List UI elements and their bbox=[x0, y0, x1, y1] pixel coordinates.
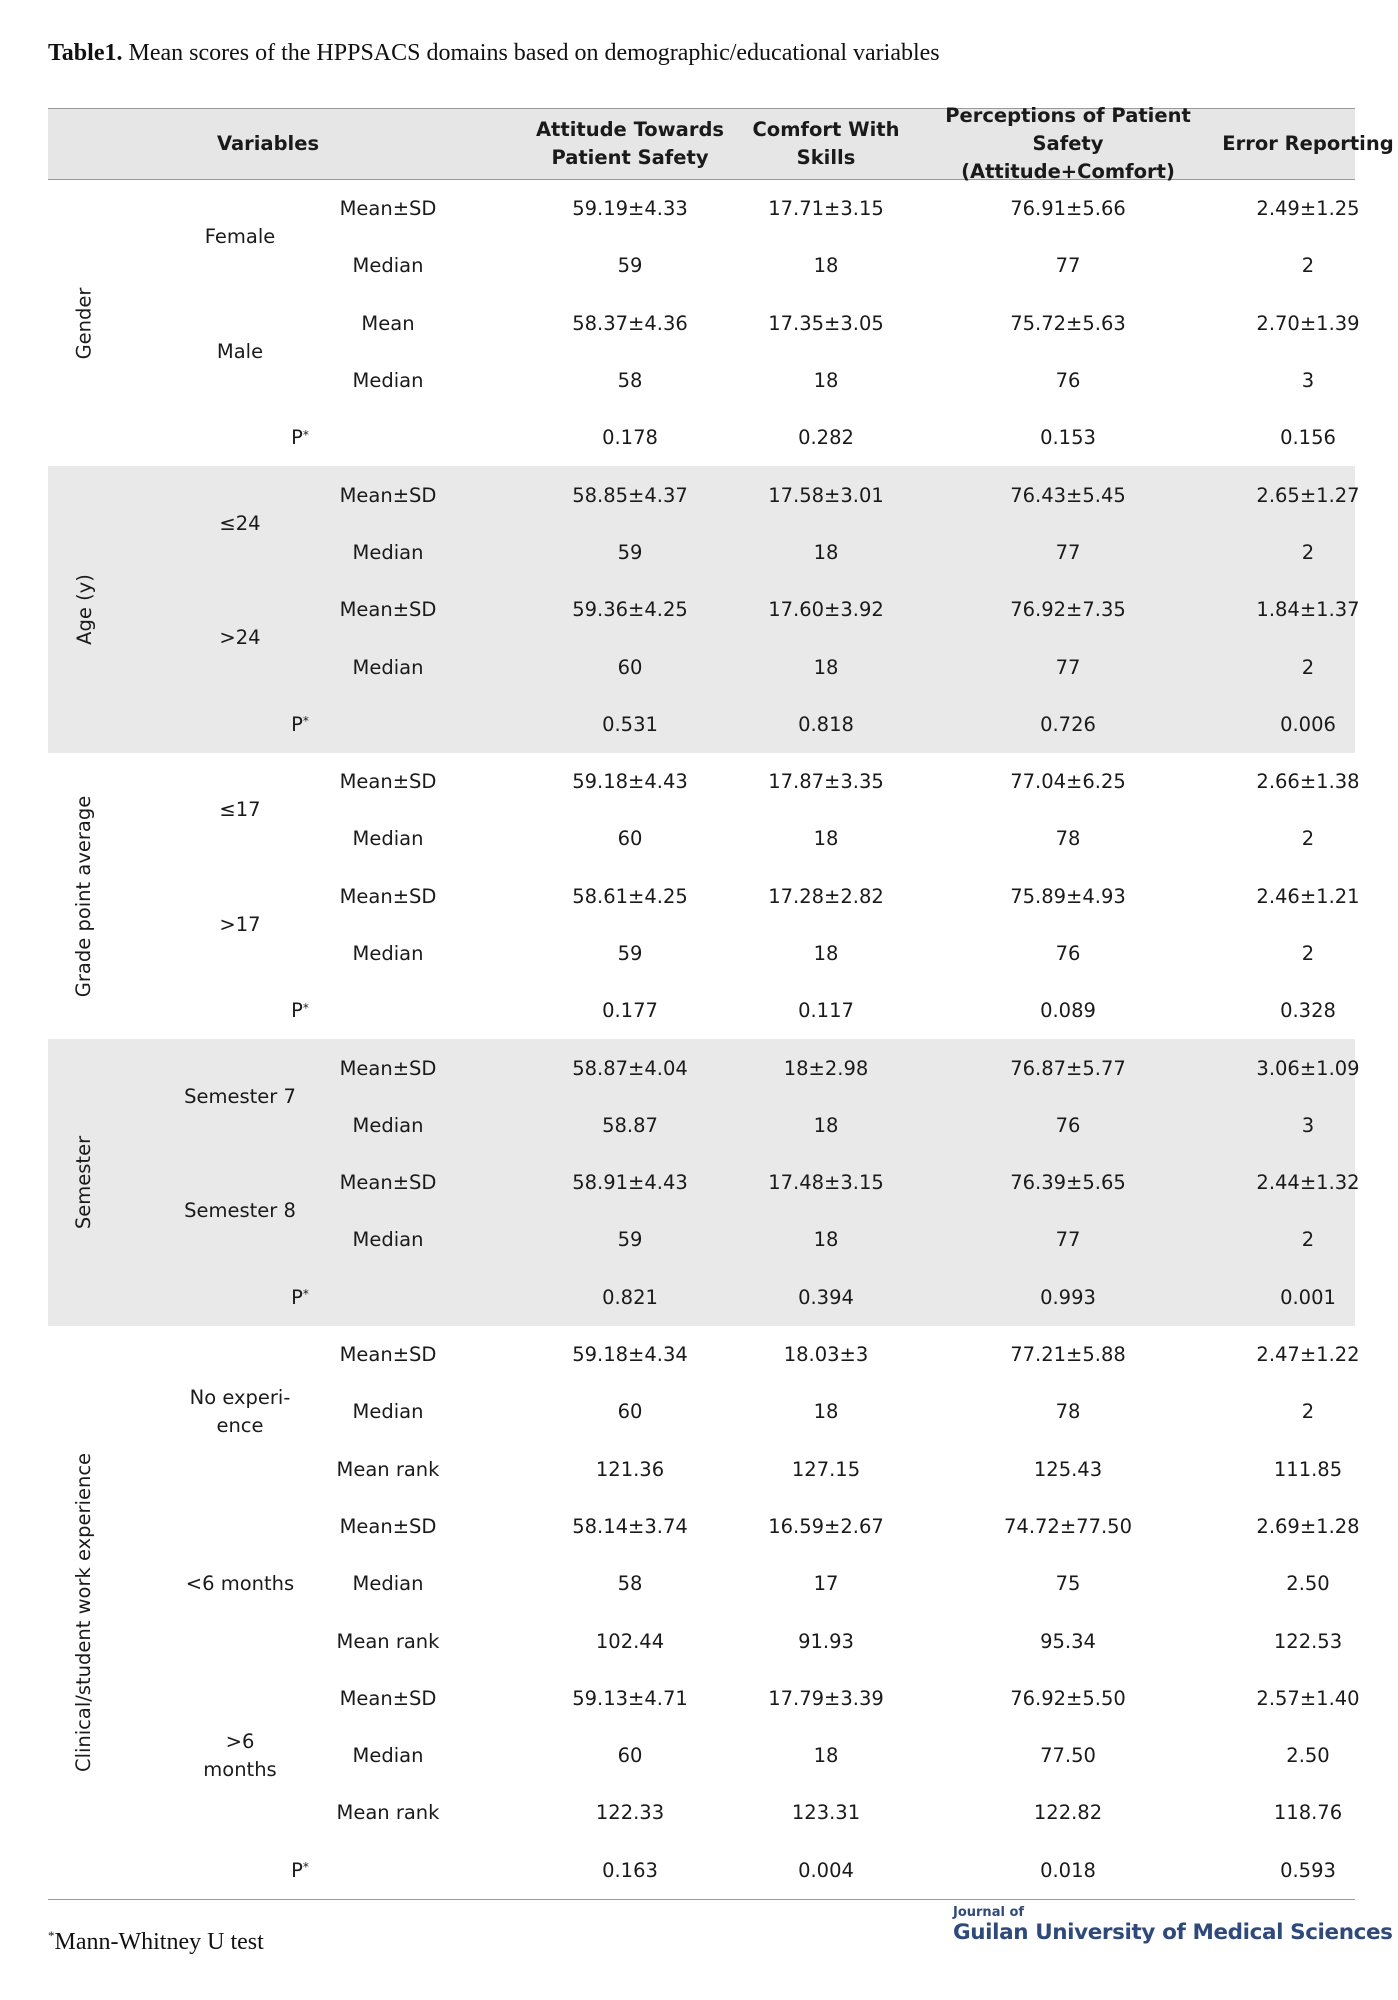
p-value-cell: 0.177 bbox=[602, 999, 658, 1023]
group-label-text: Grade point average bbox=[72, 795, 96, 997]
table-row bbox=[48, 237, 1355, 294]
table-cell: 2.44±1.32 bbox=[1256, 1171, 1360, 1195]
stat-label: Mean bbox=[361, 311, 415, 335]
journal-logo bbox=[953, 1905, 1393, 1946]
stat-label: Median bbox=[352, 1228, 424, 1252]
table-cell: 78 bbox=[1055, 1400, 1081, 1424]
table-cell: 59 bbox=[617, 942, 643, 965]
table-cell: 123.31 bbox=[791, 1801, 861, 1825]
p-value-cell: 0.156 bbox=[1280, 426, 1336, 450]
p-value-cell: 0.163 bbox=[602, 1858, 658, 1882]
table-row bbox=[48, 925, 1355, 982]
table-cell: 60 bbox=[617, 1744, 643, 1768]
stat-label: Median bbox=[352, 655, 424, 679]
table-cell: 74.72±77.50 bbox=[1004, 1514, 1132, 1538]
p-value-cell: 0.821 bbox=[602, 1285, 658, 1309]
table-cell: 2.47±1.22 bbox=[1256, 1343, 1360, 1367]
table-cell: 60 bbox=[617, 1400, 643, 1424]
table-cell: 17.48±3.15 bbox=[768, 1171, 884, 1195]
table-cell: 102.44 bbox=[595, 1629, 665, 1653]
subgroup-label: >17 bbox=[219, 912, 261, 936]
results-table bbox=[48, 104, 1394, 1900]
table-cell: 59 bbox=[617, 1228, 643, 1252]
table-caption bbox=[48, 40, 1348, 67]
subgroup-label: Female bbox=[204, 225, 276, 249]
stat-label: Median bbox=[352, 1400, 424, 1424]
table-cell: 91.93 bbox=[798, 1629, 854, 1653]
table-cell: 77.50 bbox=[1040, 1744, 1096, 1768]
table-cell: 76 bbox=[1055, 942, 1081, 965]
table-cell: 17.58±3.01 bbox=[768, 483, 884, 507]
p-value-cell: 0.726 bbox=[1040, 712, 1096, 736]
table-row bbox=[48, 1784, 1355, 1841]
p-value-row bbox=[48, 982, 1355, 1039]
table-cell: 18±2.98 bbox=[783, 1056, 869, 1080]
table-cell: 75.89±4.93 bbox=[1010, 884, 1126, 908]
table-cell: 59.13±4.71 bbox=[572, 1686, 688, 1710]
table-cell: 2 bbox=[1301, 1400, 1315, 1424]
table-cell: 122.33 bbox=[595, 1801, 665, 1825]
table-cell: 77 bbox=[1055, 655, 1081, 679]
table-bottom-rule bbox=[48, 1899, 1355, 1900]
subgroup-label: Male bbox=[216, 339, 264, 363]
stat-label: Median bbox=[352, 1572, 424, 1596]
table-cell: 2.57±1.40 bbox=[1256, 1686, 1360, 1710]
table-cell: 17.71±3.15 bbox=[768, 197, 884, 221]
table-cell: 76.91±5.66 bbox=[1010, 197, 1126, 221]
stat-label: Mean±SD bbox=[339, 1343, 437, 1367]
p-label bbox=[268, 1842, 332, 1899]
caption-label: Table1. bbox=[48, 40, 123, 66]
stat-label: Mean±SD bbox=[339, 598, 437, 622]
table-row bbox=[48, 868, 1360, 925]
caption-text: Mean scores of the HPPSACS domains based on demographic/educational variables bbox=[122, 40, 940, 66]
table-cell: 95.34 bbox=[1040, 1629, 1096, 1653]
p-label bbox=[268, 1269, 332, 1326]
table-row bbox=[48, 1039, 1360, 1096]
p-mark: * bbox=[302, 1287, 309, 1302]
subgroup-label: ≤17 bbox=[219, 798, 261, 822]
table-cell: 18 bbox=[813, 827, 839, 851]
header-variables: Variables bbox=[216, 132, 320, 155]
journal-logo-line1: Journal of bbox=[953, 1905, 1025, 1920]
table-cell: 118.76 bbox=[1273, 1801, 1343, 1825]
table-cell: 76.43±5.45 bbox=[1010, 483, 1126, 507]
table-cell: 76 bbox=[1055, 369, 1081, 393]
group-label-text: Clinical/student work experience bbox=[72, 1452, 96, 1772]
table-cell: 1.84±1.37 bbox=[1256, 598, 1360, 622]
stat-label: Median bbox=[352, 540, 424, 564]
table-row bbox=[48, 180, 1360, 237]
subgroup-label: >24 bbox=[219, 626, 261, 650]
p-label bbox=[268, 982, 332, 1039]
table-cell: 17 bbox=[813, 1572, 839, 1596]
table-cell: 2.69±1.28 bbox=[1256, 1514, 1360, 1538]
subgroup-label: No experi- ence bbox=[189, 1385, 291, 1437]
p-value-cell: 0.531 bbox=[602, 712, 658, 736]
stat-label: Mean±SD bbox=[339, 884, 437, 908]
table-row bbox=[48, 295, 1360, 352]
table-cell: 18 bbox=[813, 540, 839, 564]
journal-logo-line2: Guilan University of Medical Sciences bbox=[953, 1920, 1393, 1945]
header-attitude: Attitude Towards Patient Safety bbox=[535, 118, 725, 169]
table-cell: 3 bbox=[1301, 1113, 1315, 1137]
table-cell: 17.28±2.82 bbox=[768, 884, 884, 908]
p-value-cell: 0.117 bbox=[798, 999, 854, 1023]
p-value-cell: 0.089 bbox=[1040, 999, 1096, 1023]
table-cell: 2 bbox=[1301, 827, 1315, 851]
stat-label: Mean rank bbox=[336, 1629, 440, 1653]
group-label-text: Gender bbox=[72, 287, 96, 360]
table-cell: 122.82 bbox=[1033, 1801, 1103, 1825]
p-value-cell: 0.006 bbox=[1280, 712, 1336, 736]
p-value-cell: 0.178 bbox=[602, 426, 658, 450]
table-cell: 17.35±3.05 bbox=[768, 311, 884, 335]
table-cell: 18 bbox=[813, 369, 839, 393]
p-symbol: P bbox=[291, 1285, 303, 1309]
table-row bbox=[48, 1555, 1355, 1612]
table-cell: 122.53 bbox=[1273, 1629, 1343, 1653]
table-cell: 58.87 bbox=[602, 1113, 658, 1137]
subgroup-label: <6 months bbox=[185, 1571, 295, 1595]
table-row bbox=[48, 753, 1360, 810]
table-cell: 3.06±1.09 bbox=[1256, 1056, 1360, 1080]
p-value-row bbox=[48, 409, 1355, 466]
p-symbol: P bbox=[291, 426, 303, 450]
variable-group bbox=[48, 466, 1360, 752]
table-cell: 2.70±1.39 bbox=[1256, 311, 1360, 335]
table-header bbox=[48, 104, 1394, 183]
p-value-cell: 0.394 bbox=[798, 1285, 854, 1309]
table-cell: 127.15 bbox=[791, 1457, 861, 1481]
table-cell: 18 bbox=[813, 1400, 839, 1424]
p-label bbox=[268, 409, 332, 466]
table-cell: 59.18±4.43 bbox=[572, 770, 688, 794]
table-cell: 59 bbox=[617, 254, 643, 278]
table-cell: 17.87±3.35 bbox=[768, 770, 884, 794]
p-value-row bbox=[48, 1842, 1355, 1899]
footnote-text: Mann-Whitney U test bbox=[54, 1929, 264, 1955]
p-value-cell: 0.993 bbox=[1040, 1285, 1096, 1309]
group-label-text: Semester bbox=[72, 1136, 96, 1230]
table-cell: 16.59±2.67 bbox=[768, 1514, 884, 1538]
p-value-row bbox=[48, 1269, 1355, 1326]
table-cell: 18 bbox=[813, 1113, 839, 1137]
p-symbol: P bbox=[291, 999, 303, 1023]
stat-label: Median bbox=[352, 1113, 424, 1137]
variable-group bbox=[48, 180, 1360, 466]
table-cell: 76.87±5.77 bbox=[1010, 1056, 1126, 1080]
table-cell: 76.92±5.50 bbox=[1010, 1686, 1126, 1710]
table-cell: 58.61±4.25 bbox=[572, 884, 688, 908]
table-row bbox=[48, 638, 1355, 695]
table-cell: 59 bbox=[617, 540, 643, 564]
stat-label: Median bbox=[352, 942, 424, 965]
p-symbol: P bbox=[291, 712, 303, 736]
table-cell: 18.03±3 bbox=[783, 1343, 869, 1367]
table-cell: 77 bbox=[1055, 1228, 1081, 1252]
table-cell: 17.60±3.92 bbox=[768, 598, 884, 622]
table-row bbox=[48, 1727, 1355, 1784]
table-row bbox=[48, 1097, 1355, 1154]
table-cell: 77 bbox=[1055, 254, 1081, 278]
table-cell: 78 bbox=[1055, 827, 1081, 851]
table-row bbox=[48, 466, 1360, 523]
stat-label: Median bbox=[352, 827, 424, 851]
table-cell: 58.87±4.04 bbox=[572, 1056, 688, 1080]
table-row bbox=[48, 810, 1355, 867]
table-cell: 77.21±5.88 bbox=[1010, 1343, 1126, 1367]
table-cell: 77 bbox=[1055, 540, 1081, 564]
table-cell: 2.46±1.21 bbox=[1256, 884, 1360, 908]
stat-label: Mean rank bbox=[336, 1801, 440, 1825]
table-row bbox=[48, 1383, 1355, 1440]
header-comfort: Comfort With Skills bbox=[752, 118, 900, 169]
table-cell: 58.85±4.37 bbox=[572, 483, 688, 507]
table-cell: 18 bbox=[813, 655, 839, 679]
stat-label: Mean±SD bbox=[339, 770, 437, 794]
variable-group bbox=[48, 1039, 1360, 1325]
p-value-cell: 0.282 bbox=[798, 426, 854, 450]
table-cell: 2 bbox=[1301, 655, 1315, 679]
table-cell: 2.66±1.38 bbox=[1256, 770, 1360, 794]
stat-label: Median bbox=[352, 254, 424, 278]
table-cell: 17.79±3.39 bbox=[768, 1686, 884, 1710]
p-symbol: P bbox=[291, 1858, 303, 1882]
table-cell: 2.50 bbox=[1286, 1744, 1330, 1768]
table-cell: 2 bbox=[1301, 1228, 1315, 1252]
header-error-reporting: Error Reporting bbox=[1222, 132, 1394, 155]
p-mark: * bbox=[302, 427, 309, 442]
table-cell: 111.85 bbox=[1273, 1457, 1343, 1481]
subgroup-label: Semester 8 bbox=[184, 1199, 296, 1223]
table-row bbox=[48, 352, 1355, 409]
footnote bbox=[48, 1928, 264, 1956]
table-cell: 2.50 bbox=[1286, 1572, 1330, 1596]
p-mark: * bbox=[302, 1860, 309, 1875]
table-row bbox=[48, 1612, 1355, 1669]
table-cell: 58.14±3.74 bbox=[572, 1514, 688, 1538]
subgroup-label: Semester 7 bbox=[184, 1084, 296, 1108]
stat-label: Mean±SD bbox=[339, 1171, 437, 1195]
stat-label: Mean±SD bbox=[339, 1686, 437, 1710]
table-body bbox=[48, 180, 1360, 1899]
table-cell: 18 bbox=[813, 1228, 839, 1252]
table-cell: 76.92±7.35 bbox=[1010, 598, 1126, 622]
p-label bbox=[268, 696, 332, 753]
table-cell: 18 bbox=[813, 1744, 839, 1768]
table-cell: 18 bbox=[813, 942, 839, 965]
table-cell: 58 bbox=[617, 1572, 643, 1596]
table-row bbox=[48, 1154, 1360, 1211]
table-cell: 76.39±5.65 bbox=[1010, 1171, 1126, 1195]
table-cell: 125.43 bbox=[1033, 1457, 1103, 1481]
header-perceptions: Perceptions of Patient Safety (Attitude+Comfort) bbox=[945, 104, 1191, 183]
p-value-cell: 0.001 bbox=[1280, 1285, 1336, 1309]
table-cell: 60 bbox=[617, 827, 643, 851]
table-row bbox=[48, 1441, 1355, 1498]
table-row bbox=[48, 1670, 1360, 1727]
stat-label: Mean±SD bbox=[339, 197, 437, 221]
p-value-cell: 0.818 bbox=[798, 712, 854, 736]
table-cell: 58 bbox=[617, 369, 643, 393]
table-cell: 2 bbox=[1301, 942, 1315, 965]
table-cell: 59.18±4.34 bbox=[572, 1343, 688, 1367]
stat-label: Median bbox=[352, 369, 424, 393]
p-value-cell: 0.153 bbox=[1040, 426, 1096, 450]
stat-label: Mean±SD bbox=[339, 1514, 437, 1538]
table-cell: 77.04±6.25 bbox=[1010, 770, 1126, 794]
table-row bbox=[48, 581, 1360, 638]
variable-group bbox=[48, 753, 1360, 1039]
table-cell: 75 bbox=[1055, 1572, 1081, 1596]
p-value-row bbox=[48, 696, 1355, 753]
table-cell: 59.19±4.33 bbox=[572, 197, 688, 221]
table-cell: 2.65±1.27 bbox=[1256, 483, 1360, 507]
subgroup-label: >6 months bbox=[203, 1729, 277, 1781]
table-row bbox=[48, 1326, 1360, 1383]
p-value-cell: 0.328 bbox=[1280, 999, 1336, 1023]
table-cell: 2.49±1.25 bbox=[1256, 197, 1360, 221]
table-cell: 59.36±4.25 bbox=[572, 598, 688, 622]
table-cell: 2 bbox=[1301, 540, 1315, 564]
table-cell: 3 bbox=[1301, 369, 1315, 393]
p-value-cell: 0.004 bbox=[798, 1858, 854, 1882]
stat-label: Mean±SD bbox=[339, 483, 437, 507]
table-cell: 121.36 bbox=[595, 1457, 665, 1481]
footnote-mark: * bbox=[48, 1928, 55, 1943]
group-label-text: Age (y) bbox=[72, 574, 96, 646]
p-mark: * bbox=[302, 714, 309, 729]
table-cell: 75.72±5.63 bbox=[1010, 311, 1126, 335]
p-value-cell: 0.018 bbox=[1040, 1858, 1096, 1882]
table-cell: 58.37±4.36 bbox=[572, 311, 688, 335]
table-cell: 76 bbox=[1055, 1113, 1081, 1137]
table-row bbox=[48, 1211, 1355, 1268]
stat-label: Mean rank bbox=[336, 1457, 440, 1481]
table-cell: 18 bbox=[813, 254, 839, 278]
table-cell: 2 bbox=[1301, 254, 1315, 278]
subgroup-label: ≤24 bbox=[219, 511, 261, 535]
stat-label: Median bbox=[352, 1744, 424, 1768]
p-mark: * bbox=[302, 1000, 309, 1015]
table-cell: 58.91±4.43 bbox=[572, 1171, 688, 1195]
table-row bbox=[48, 1498, 1360, 1555]
p-value-cell: 0.593 bbox=[1280, 1858, 1336, 1882]
table-row bbox=[48, 524, 1355, 581]
stat-label: Mean±SD bbox=[339, 1056, 437, 1080]
variable-group bbox=[48, 1326, 1360, 1899]
table-cell: 60 bbox=[617, 655, 643, 679]
